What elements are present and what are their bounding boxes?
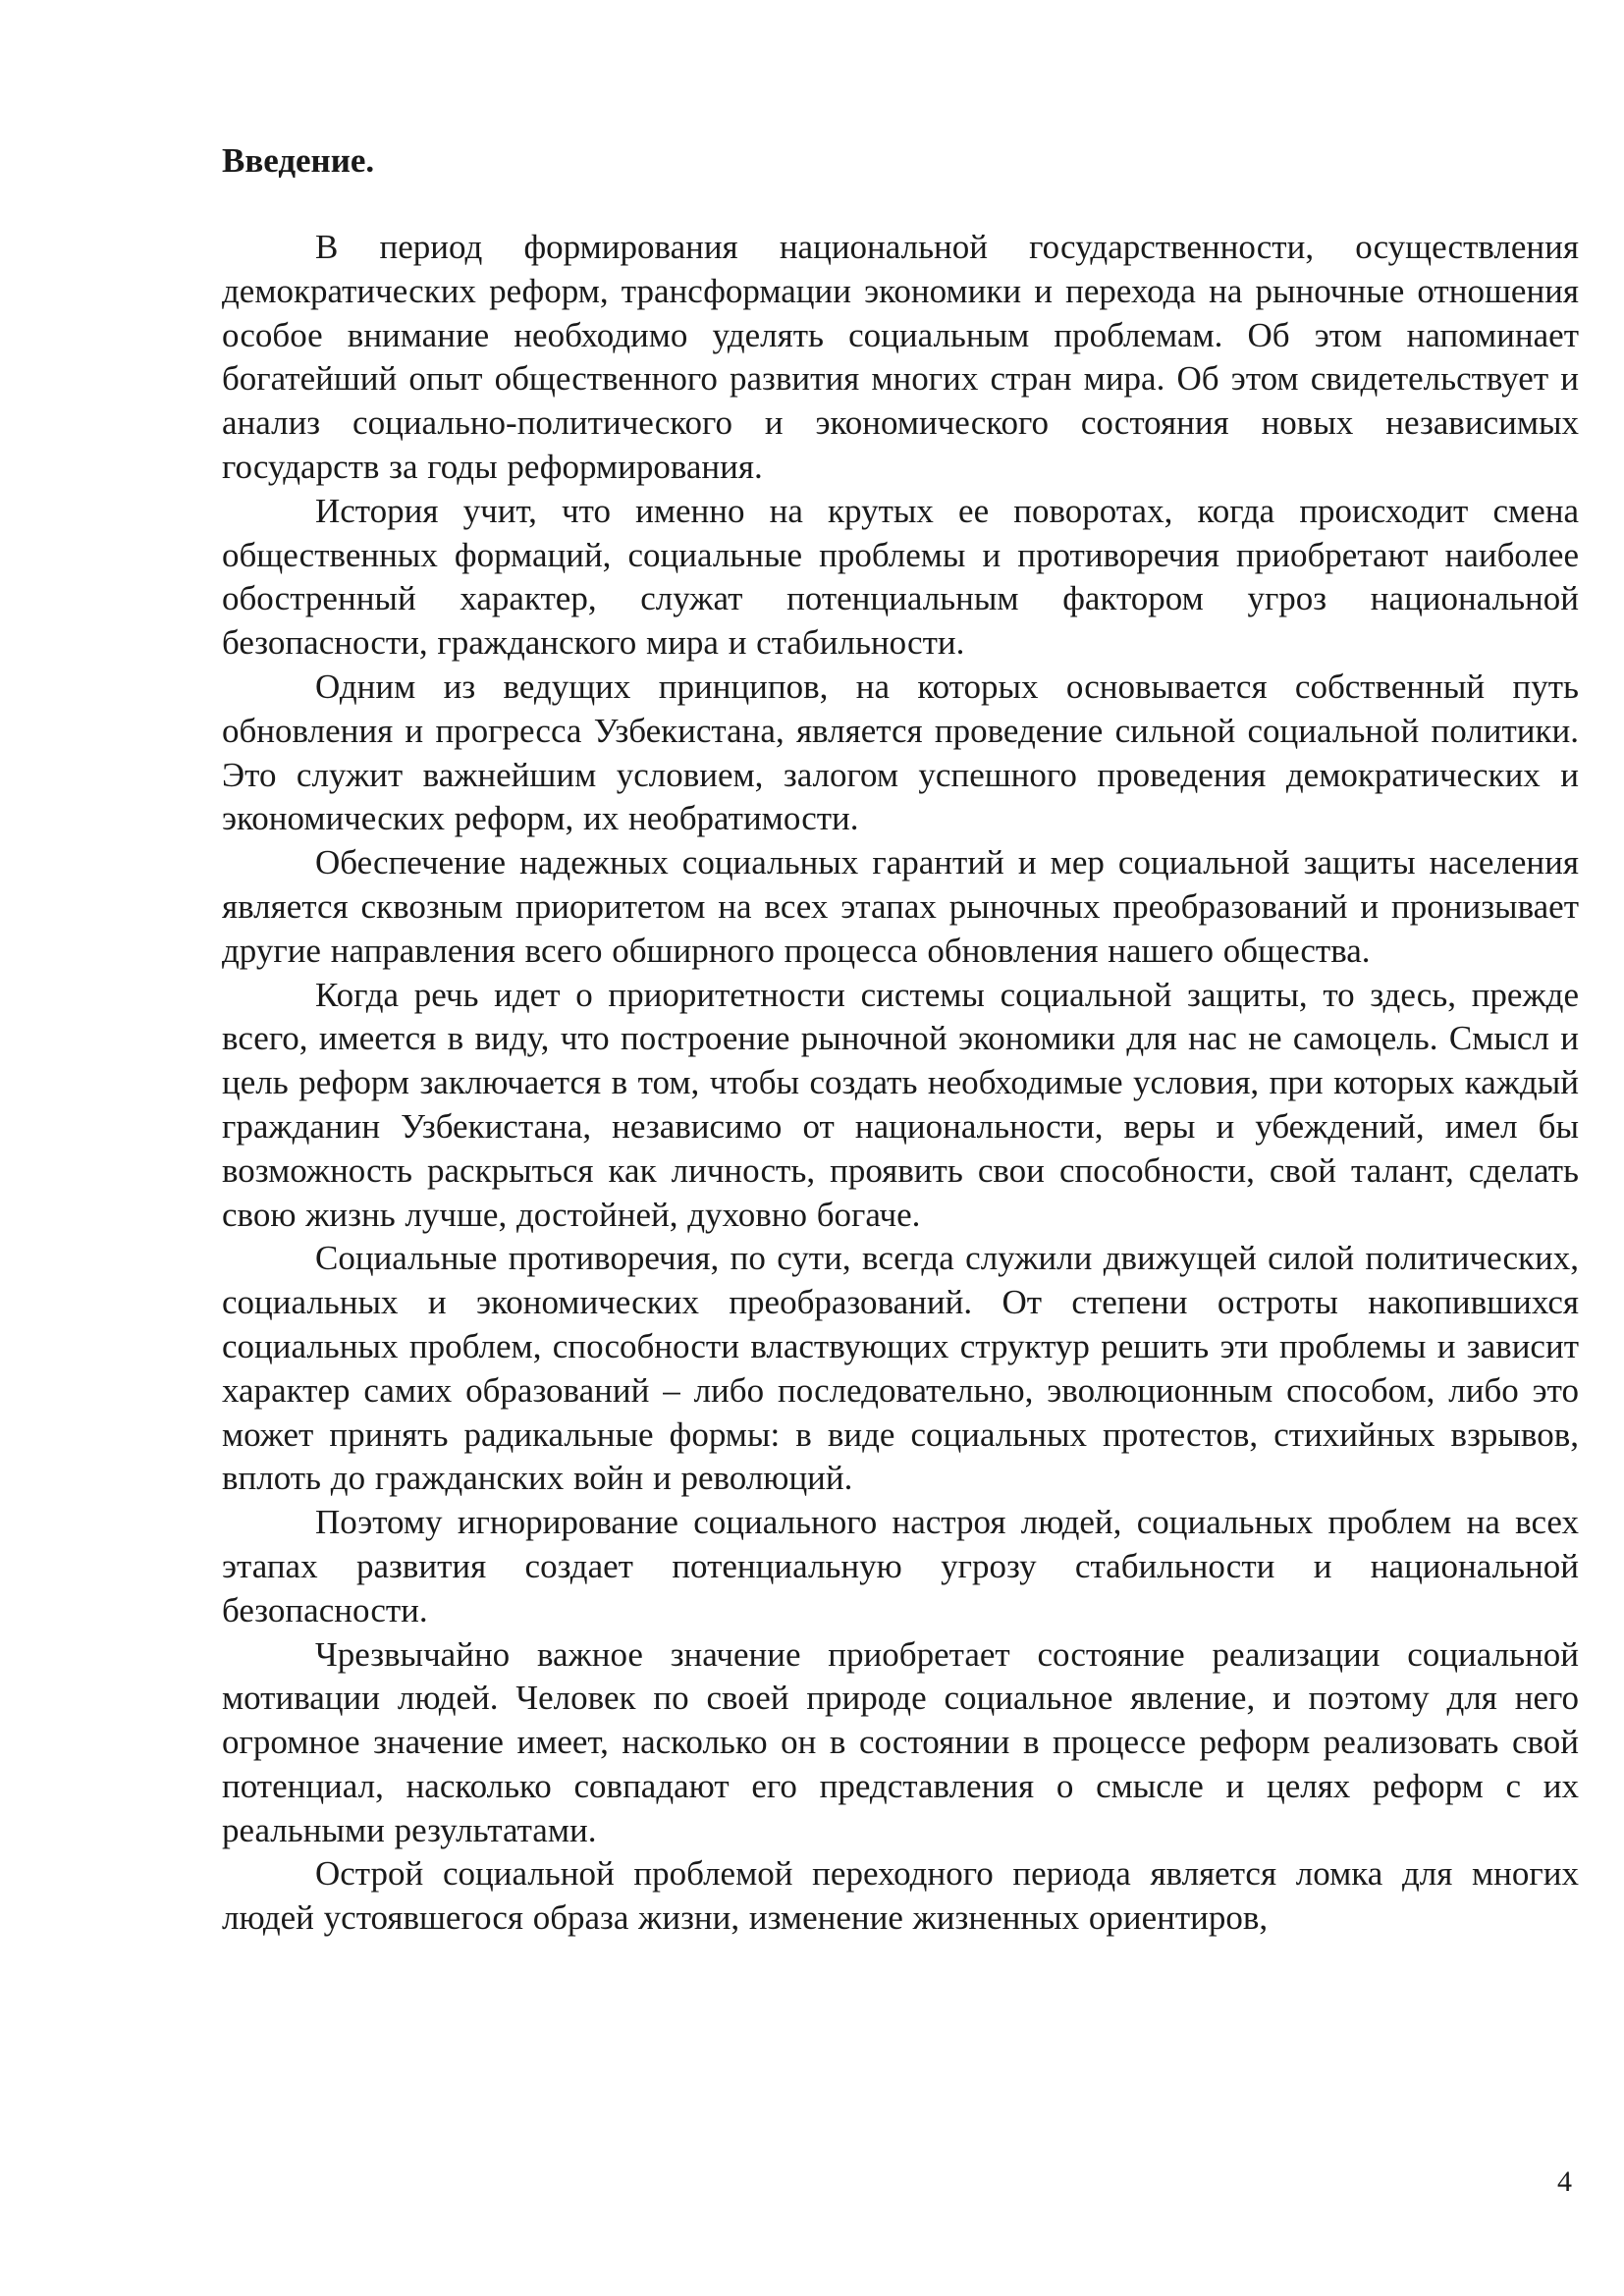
paragraph: Обеспечение надежных социальных гарантий и мер социальной защиты населения является сквозным приоритетом на всех этапах рыночных преобразований и пронизывает другие направления всего обширного процесса обновления нашего общества.: [222, 843, 1579, 970]
section-heading: Введение.: [222, 141, 375, 180]
paragraph: Острой социальной проблемой переходного периода является ломка для многих людей устоявшегося образа жизни, изменение жизненных ориентиров,: [222, 1854, 1579, 1938]
page-number: 4: [1557, 2165, 1572, 2198]
paragraph: История учит, что именно на крутых ее поворотах, когда происходит смена общественных формаций, социальные проблемы и противоречия приобретают наиболее обостренный характер, служат потенциальным фактором угроз национальной безопасности, гражданского мира и стабильности.: [222, 491, 1579, 663]
paragraph: Социальные противоречия, по сути, всегда служили движущей силой политических, социальных и экономических преобразований. От степени остроты накопившихся социальных проблем, способности властвующих структур решить эти проблемы и зависит характер самих образований – либо последовательно, эволюционным способом, либо это может принять радикальные формы: в виде социальных протестов, стихийных взрывов, вплоть до гражданских войн и революций.: [222, 1239, 1579, 1498]
body-text: [222, 226, 1579, 1941]
paragraph: Когда речь идет о приоритетности системы социальной защиты, то здесь, прежде всего, имеется в виду, что построение рыночной экономики для нас не самоцель. Смысл и цель реформ заключается в том, чтобы создать необходимые условия, при которых каждый гражданин Узбекистана, независимо от национальности, веры и убеждений, имел бы возможность раскрыться как личность, проявить свои способности, свой талант, сделать свою жизнь лучше, достойней, духовно богаче.: [222, 975, 1579, 1234]
paragraph: В период формирования национальной государственности, осуществления демократических реформ, трансформации экономики и перехода на рыночные отношения особое внимание необходимо уделять социальным проблемам. Об этом напоминает богатейший опыт общественного развития многих стран мира. Об этом свидетельствует и анализ социально-политического и экономического состояния новых независимых государств за годы реформирования.: [222, 228, 1579, 486]
paragraph: Одним из ведущих принципов, на которых основывается собственный путь обновления и прогресса Узбекистана, является проведение сильной социальной политики. Это служит важнейшим условием, залогом успешного проведения демократических и экономических реформ, их необратимости.: [222, 667, 1579, 838]
paragraph: Чрезвычайно важное значение приобретает состояние реализации социальной мотивации людей. Человек по своей природе социальное явление, и поэтому для него огромное значение имеет, насколько он в состоянии в процессе реформ реализовать свой потенциал, насколько совпадают его представления о смысле и целях реформ с их реальными результатами.: [222, 1634, 1579, 1849]
paragraph: Поэтому игнорирование социального настроя людей, социальных проблем на всех этапах развития создает потенциальную угрозу стабильности и национальной безопасности.: [222, 1503, 1579, 1629]
